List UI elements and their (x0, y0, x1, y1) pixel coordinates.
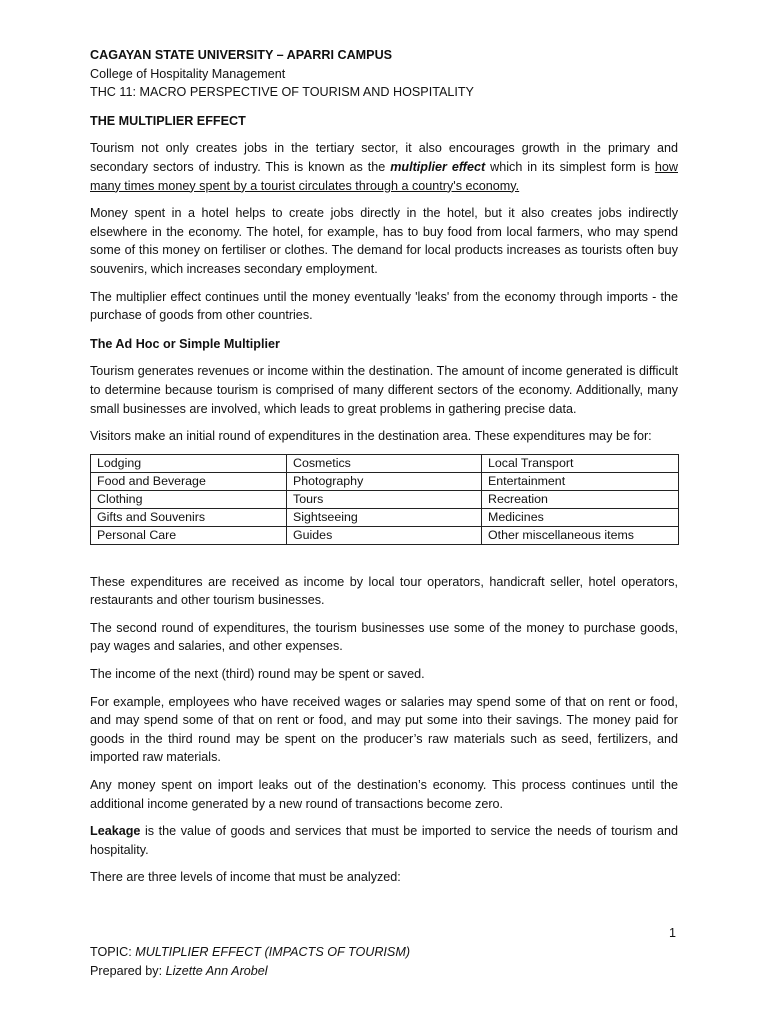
footer-author: Prepared by: Lizette Ann Arobel (90, 963, 268, 978)
paragraph-received-income: These expenditures are received as income by local tour operators, handicraft seller, hotel operators, restaurants and other tourism businesses. (90, 574, 678, 608)
paragraph-intro: Tourism not only creates jobs in the tertiary sector, it also encourages growth in the primary and secondary sectors of industry. This is known as the multiplier effect which in its simplest form is how many times money spent by a tourist circulates through a country's economy. (90, 141, 678, 193)
paragraph-initial-round: Visitors make an initial round of expenditures in the destination area. These expenditures may be for: (90, 429, 652, 444)
table-row (91, 472, 679, 490)
table-row (91, 490, 679, 508)
paragraph-hotel-example: Money spent in a hotel helps to create jobs directly in the hotel, but it also creates jobs indirectly elsewhere in the economy. The hotel, for example, has to buy food from local farmers, who may spend some of this money on fertiliser or clothes. The demand for local products increases as tourists often buy souvenirs, which increases secondary employment. (90, 206, 678, 276)
college-name: College of Hospitality Management (90, 66, 286, 81)
table-cell: Medicines (482, 508, 679, 526)
table-cell: Recreation (482, 490, 679, 508)
paragraph-leakage-definition: Leakage is the value of goods and services that must be imported to service the needs of tourism and hospitality. (90, 824, 678, 857)
table-cell: Tours (287, 490, 482, 508)
table-cell: Clothing (91, 490, 287, 508)
university-name: CAGAYAN STATE UNIVERSITY – APARRI CAMPUS (90, 48, 393, 62)
table-cell: Guides (287, 526, 482, 544)
table-cell: Gifts and Souvenirs (91, 508, 287, 526)
table-cell: Photography (287, 472, 482, 490)
document-page (90, 46, 678, 887)
table-cell: Lodging (91, 454, 287, 472)
paragraph-income-levels: There are three levels of income that must be analyzed: (90, 870, 401, 885)
table-cell: Other miscellaneous items (482, 526, 679, 544)
table-cell: Sightseeing (287, 508, 482, 526)
table-cell: Entertainment (482, 472, 679, 490)
table-cell: Food and Beverage (91, 472, 287, 490)
subheading-simple-multiplier: The Ad Hoc or Simple Multiplier (90, 336, 280, 351)
table-row (91, 526, 679, 544)
page-number: 1 (669, 926, 677, 940)
page-footer (90, 943, 410, 980)
paragraph-second-round: The second round of expenditures, the tourism businesses use some of the money to purchase goods, pay wages and salaries, and other expenses. (90, 620, 678, 654)
table-cell: Personal Care (91, 526, 287, 544)
paragraph-revenues: Tourism generates revenues or income within the destination. The amount of income generated is difficult to determine because tourism is comprised of many different sectors of the economy. Additionally, many small businesses are involved, which leads to great problems in gathering precise data. (90, 364, 678, 416)
table-cell: Local Transport (482, 454, 679, 472)
definition-underlined: how many times money spent by a tourist circulates through a country's economy. (90, 159, 678, 193)
paragraph-leakage-intro: The multiplier effect continues until the money eventually 'leaks' from the economy through imports - the purchase of goods from other countries. (90, 289, 678, 323)
leakage-term: Leakage (90, 824, 141, 839)
document-title: THE MULTIPLIER EFFECT (90, 113, 246, 128)
table-row (91, 454, 679, 472)
course-title: THC 11: MACRO PERSPECTIVE OF TOURISM AND HOSPITALITY (90, 85, 474, 100)
paragraph-employee-example: For example, employees who have received wages or salaries may spend some of that on rent or food, and may spend some of that on rent or food, and may put some into their savings. The money paid for goods in the third round may be spent on the producer’s raw materials such as seed, fertilizers, and imported raw materials. (90, 694, 678, 765)
multiplier-effect-term: multiplier effect (390, 159, 486, 174)
paragraph-import-leaks: Any money spent on import leaks out of the destination’s economy. This process continues until the additional income generated by a new round of transactions become zero. (90, 778, 678, 811)
table-row (91, 508, 679, 526)
footer-topic: TOPIC: MULTIPLIER EFFECT (IMPACTS OF TOURISM) (90, 945, 411, 959)
paragraph-third-round: The income of the next (third) round may be spent or saved. (90, 667, 425, 682)
table-cell: Cosmetics (287, 454, 482, 472)
expenditures-table (90, 454, 679, 545)
